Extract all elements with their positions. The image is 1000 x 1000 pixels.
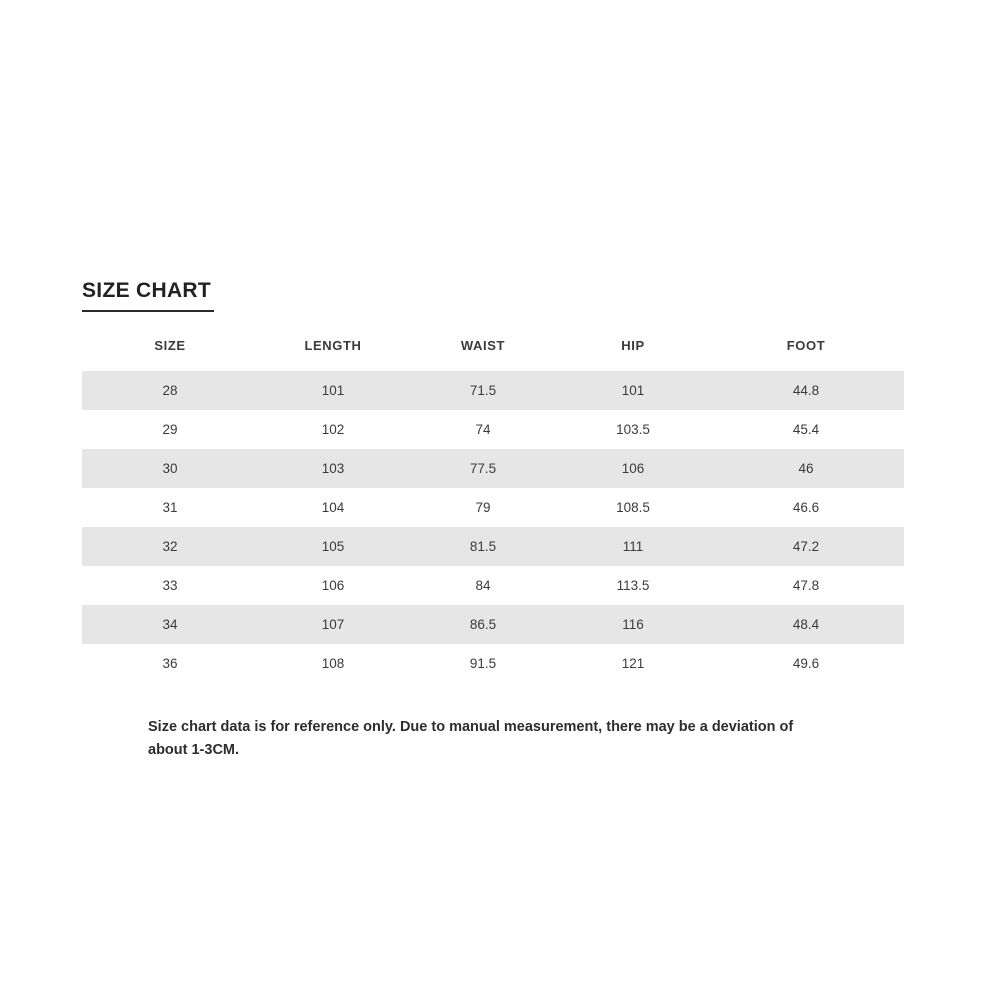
cell-hip: 101	[558, 371, 708, 410]
column-header-waist: WAIST	[408, 338, 558, 371]
cell-length: 102	[258, 410, 408, 449]
table-row	[82, 410, 904, 449]
cell-length: 108	[258, 644, 408, 683]
cell-foot: 45.4	[708, 410, 904, 449]
column-header-hip: HIP	[558, 338, 708, 371]
table-row	[82, 566, 904, 605]
table-row	[82, 488, 904, 527]
cell-waist: 79	[408, 488, 558, 527]
column-header-foot: FOOT	[708, 338, 904, 371]
table-row	[82, 605, 904, 644]
cell-length: 103	[258, 449, 408, 488]
cell-length: 106	[258, 566, 408, 605]
page-title: SIZE CHART	[82, 279, 211, 302]
cell-foot: 47.8	[708, 566, 904, 605]
cell-size: 29	[82, 410, 258, 449]
cell-hip: 108.5	[558, 488, 708, 527]
cell-hip: 111	[558, 527, 708, 566]
cell-size: 33	[82, 566, 258, 605]
size-chart-table	[82, 338, 904, 683]
cell-hip: 106	[558, 449, 708, 488]
table-row	[82, 371, 904, 410]
table-row	[82, 527, 904, 566]
cell-size: 28	[82, 371, 258, 410]
cell-foot: 48.4	[708, 605, 904, 644]
cell-length: 107	[258, 605, 408, 644]
cell-size: 30	[82, 449, 258, 488]
cell-waist: 81.5	[408, 527, 558, 566]
cell-foot: 47.2	[708, 527, 904, 566]
table-header-row	[82, 338, 904, 371]
cell-waist: 84	[408, 566, 558, 605]
cell-waist: 71.5	[408, 371, 558, 410]
cell-foot: 49.6	[708, 644, 904, 683]
column-header-size: SIZE	[82, 338, 258, 371]
cell-waist: 91.5	[408, 644, 558, 683]
table-row	[82, 644, 904, 683]
size-chart-block	[82, 278, 904, 762]
cell-length: 105	[258, 527, 408, 566]
cell-waist: 86.5	[408, 605, 558, 644]
cell-foot: 46.6	[708, 488, 904, 527]
cell-size: 36	[82, 644, 258, 683]
cell-waist: 77.5	[408, 449, 558, 488]
cell-size: 34	[82, 605, 258, 644]
cell-size: 31	[82, 488, 258, 527]
cell-hip: 121	[558, 644, 708, 683]
cell-size: 32	[82, 527, 258, 566]
cell-hip: 103.5	[558, 410, 708, 449]
cell-hip: 113.5	[558, 566, 708, 605]
measurement-disclaimer: Size chart data is for reference only. Due to manual measurement, there may be a deviation of about 1-3CM.	[148, 719, 794, 758]
cell-foot: 46	[708, 449, 904, 488]
cell-waist: 74	[408, 410, 558, 449]
cell-foot: 44.8	[708, 371, 904, 410]
table-row	[82, 449, 904, 488]
table-header	[82, 338, 904, 371]
title-underline	[82, 310, 214, 312]
cell-hip: 116	[558, 605, 708, 644]
column-header-length: LENGTH	[258, 338, 408, 371]
cell-length: 104	[258, 488, 408, 527]
cell-length: 101	[258, 371, 408, 410]
table-body	[82, 371, 904, 683]
